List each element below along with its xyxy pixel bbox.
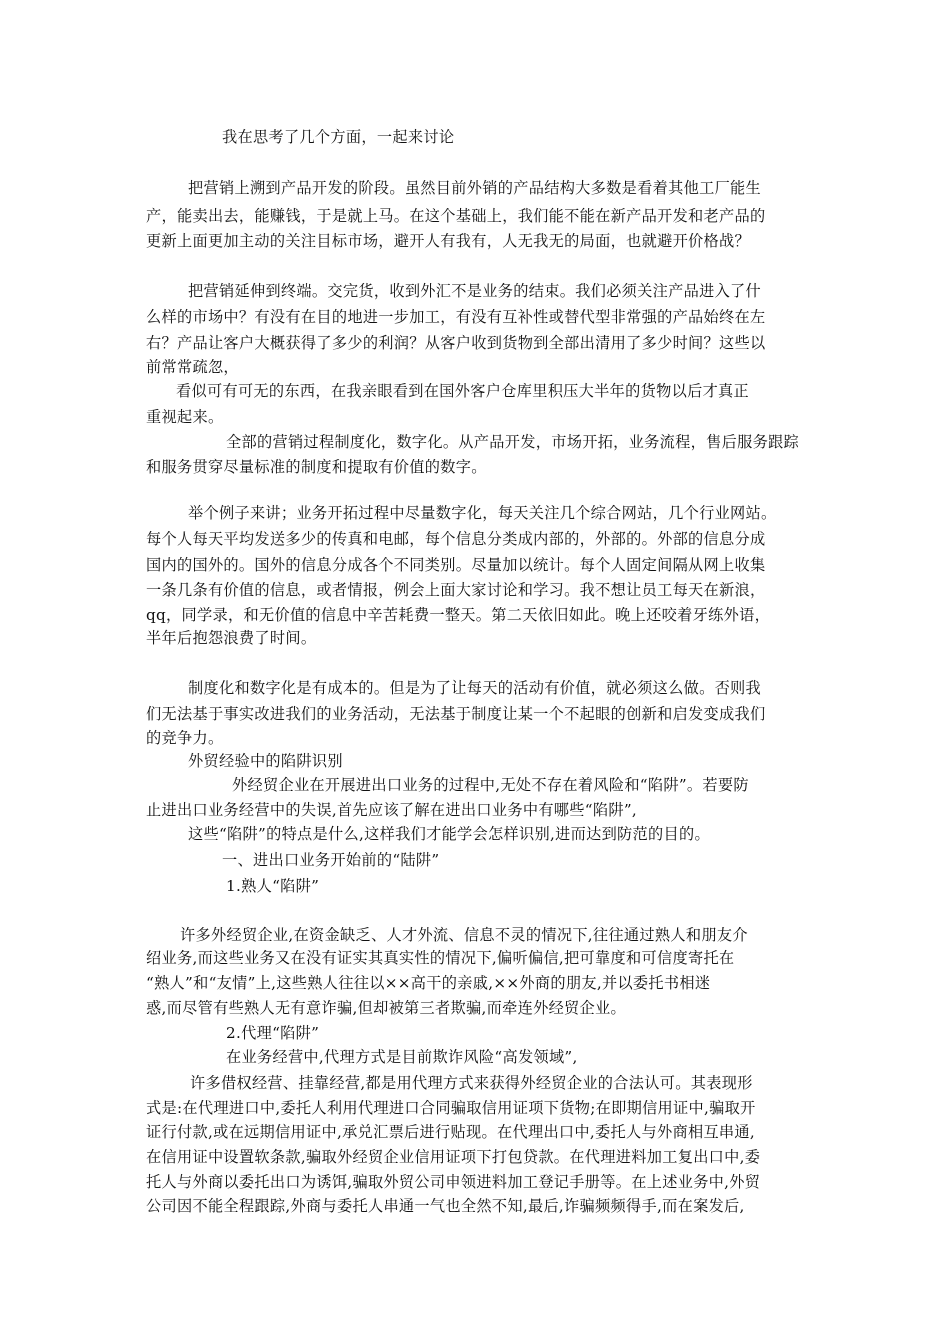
text-line: 更新上面更加主动的关注目标市场，避开人有我有，人无我无的局面，也就避开价格战？: [146, 232, 751, 250]
section-heading: 外贸经验中的陷阱识别: [188, 752, 343, 770]
text-line: 在信用证中设置软条款,骗取外经贸企业信用证项下打包贷款。在代理进料加工复出口中,委: [146, 1148, 761, 1166]
text-line: 的竞争力。: [146, 729, 224, 747]
text-line: 我在思考了几个方面，一起来讨论: [222, 128, 455, 146]
text-line: 公司因不能全程跟踪,外商与委托人串通一气也全然不知,最后,诈骗频频得手,而在案发后,: [146, 1197, 745, 1215]
text-line: 式是:在代理进口中,委托人利用代理进口合同骗取信用证项下货物;在即期信用证中,骗取开: [146, 1099, 756, 1117]
text-line: 把营销上溯到产品开发的阶段。虽然目前外销的产品结构大多数是看着其他工厂能生: [188, 179, 762, 197]
text-line: 们无法基于事实改进我们的业务活动，无法基于制度让某一个不起眼的创新和启发变成我们: [146, 705, 766, 723]
text-line: 这些“陷阱”的特点是什么,这样我们才能学会怎样识别,进而达到防范的目的。: [188, 825, 710, 843]
text-line: 托人与外商以委托出口为诱饵,骗取外贸公司申领进料加工登记手册等。在上述业务中,外贸: [146, 1173, 761, 1191]
text-line: 绍业务,而这些业务又在没有证实其真实性的情况下,偏听偏信,把可靠度和可信度寄托在: [146, 949, 735, 967]
text-line: 制度化和数字化是有成本的。但是为了让每天的活动有价值，就必须这么做。否则我: [188, 679, 762, 697]
section-heading: 2.代理“陷阱”: [226, 1024, 320, 1042]
text-line: 证行付款,或在远期信用证中,承兑汇票后进行贴现。在代理出口中,委托人与外商相互串通,: [146, 1123, 756, 1141]
text-line: 和服务贯穿尽量标准的制度和提取有价值的数字。: [146, 458, 487, 476]
text-line: “熟人”和“友情”上,这些熟人往往以××高干的亲戚,××外商的朋友,并以委托书相迷: [146, 974, 711, 992]
text-line: 每个人每天平均发送多少的传真和电邮，每个信息分类成内部的，外部的。外部的信息分成: [146, 530, 766, 548]
text-line: 外经贸企业在开展进出口业务的过程中,无处不存在着风险和“陷阱”。若要防: [232, 776, 749, 794]
section-heading: 1.熟人“陷阱”: [226, 877, 320, 895]
text-line: 么样的市场中？有没有在目的地进一步加工，有没有互补性或替代型非常强的产品始终在左: [146, 308, 766, 326]
text-line: 举个例子来讲；业务开拓过程中尽量数字化，每天关注几个综合网站，几个行业网站。: [188, 504, 777, 522]
text-line: 全部的营销过程制度化，数字化。从产品开发，市场开拓，业务流程，售后服务跟踪: [226, 433, 800, 451]
text-line: 前常常疏忽，: [146, 358, 239, 376]
text-line: 惑,而尽管有些熟人无有意诈骗,但却被第三者欺骗,而牵连外经贸企业。: [146, 999, 627, 1017]
section-heading: 一、进出口业务开始前的“陆阱”: [222, 851, 440, 869]
text-line: 把营销延伸到终端。交完货，收到外汇不是业务的结束。我们必须关注产品进入了什: [188, 282, 762, 300]
text-line: 一条几条有价值的信息，或者情报，例会上面大家讨论和学习。我不想让员工每天在新浪，: [146, 581, 766, 599]
text-line: 国内的国外的。国外的信息分成各个不同类别。尽量加以统计。每个人固定间隔从网上收集: [146, 556, 766, 574]
text-line: 在业务经营中,代理方式是目前欺诈风险“高发领域”,: [226, 1048, 578, 1066]
text-line: 重视起来。: [146, 408, 224, 426]
text-line: 许多借权经营、挂靠经营,都是用代理方式来获得外经贸企业的合法认可。其表现形: [190, 1074, 753, 1092]
text-line: 产，能卖出去，能赚钱，于是就上马。在这个基础上，我们能不能在新产品开发和老产品的: [146, 207, 766, 225]
text-line: 半年后抱怨浪费了时间。: [146, 629, 317, 647]
text-line: 看似可有可无的东西，在我亲眼看到在国外客户仓库里积压大半年的货物以后才真正: [176, 382, 750, 400]
text-line: 止进出口业务经营中的失误,首先应该了解在进出口业务中有哪些“陷阱”,: [146, 801, 638, 819]
text-line: 右？产品让客户大概获得了多少的利润？从客户收到货物到全部出清用了多少时间？这些以: [146, 334, 766, 352]
text-line: 许多外经贸企业,在资金缺乏、人才外流、信息不灵的情况下,往往通过熟人和朋友介: [180, 926, 748, 944]
text-line: qq，同学录，和无价值的信息中辛苦耗费一整天。第二天依旧如此。晚上还咬着牙练外语，: [146, 606, 771, 624]
